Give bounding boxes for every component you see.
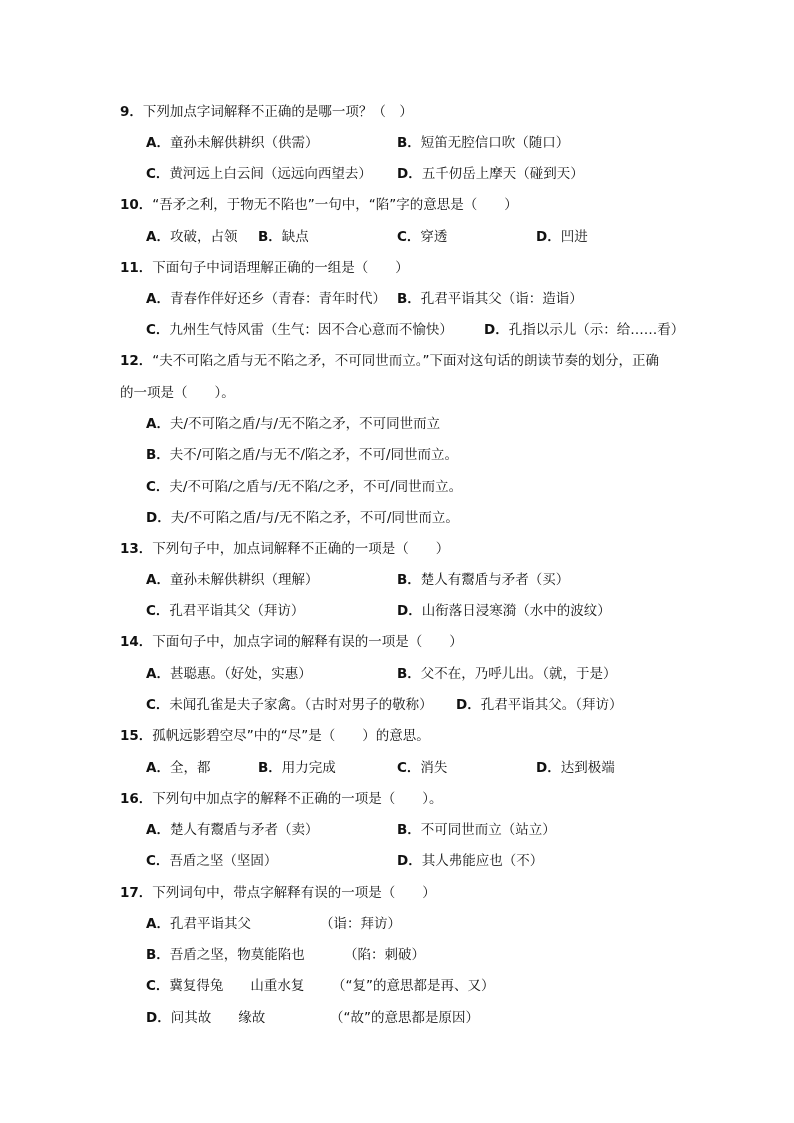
option-a-note: （诣：拜访） [320, 916, 401, 932]
option-c: C．九州生气恃风雷（生气：因不合心意而不愉快） [146, 322, 453, 338]
option-d: D．凹进 [536, 229, 588, 245]
option-c: C．消失 [397, 760, 448, 776]
option-a: A．楚人有鬻盾与矛者（卖） [146, 822, 319, 838]
question-number: 12． [120, 353, 153, 369]
option-b: B．不可同世而立（站立） [397, 822, 556, 838]
question-12 [120, 352, 659, 370]
question-stem: 下列句子中，加点词解释不正确的一项是（ ） [152, 541, 450, 557]
option-a: A．青春作伴好还乡（青春：青年时代） [146, 291, 386, 307]
question-number: 16． [120, 791, 153, 807]
option-a: A．夫/不可陷之盾/与/无不陷之矛，不可同世而立 [146, 416, 441, 432]
question-stem: 下列词句中，带点字解释有误的一项是（ ） [152, 885, 436, 901]
question-number: 9． [120, 104, 143, 120]
option-b: B．用力完成 [258, 760, 336, 776]
option-a: A．孔君平诣其父 [146, 916, 251, 932]
option-d: D．五千仞岳上摩天（碰到天） [397, 166, 584, 182]
option-c: C．未闻孔雀是夫子家禽。（古时对男子的敬称） [146, 697, 433, 713]
option-d: D．达到极端 [536, 760, 615, 776]
option-d: D．其人弗能应也（不） [397, 853, 544, 869]
option-d: D．夫/不可陷之盾/与/无不陷之矛，不可/同世而立。 [146, 510, 459, 526]
question-stem: 下面句子中，加点字词的解释有误的一项是（ ） [152, 634, 463, 650]
option-c: C．穿透 [397, 229, 448, 245]
option-d: D．问其故 缘故 [146, 1010, 266, 1026]
question-10 [120, 196, 518, 214]
question-stem: 下列加点字词解释不正确的是哪一项？（ ） [142, 104, 413, 120]
question-15 [120, 727, 430, 745]
question-number: 15． [120, 728, 153, 744]
question-stem: 下面句子中词语理解正确的一组是（ ） [152, 260, 409, 276]
option-b: B．父不在，乃呼儿出。（就，于是） [397, 666, 617, 682]
question-stem: “夫不可陷之盾与无不陷之矛，不可同世而立。”下面对这句话的朗读节奏的划分，正确 [152, 353, 660, 369]
option-a: A．甚聪惠。（好处，实惠） [146, 666, 312, 682]
option-c-note: （“复”的意思都是再、又） [332, 978, 495, 994]
option-b: B．孔君平诣其父（诣：造诣） [397, 291, 583, 307]
question-stem: “吾矛之利，于物无不陷也”一句中，“陷”字的意思是（ ） [152, 197, 518, 213]
question-13 [120, 540, 449, 558]
question-number: 17． [120, 885, 153, 901]
question-11 [120, 259, 409, 277]
option-c: C．黄河远上白云间（远远向西望去） [146, 166, 372, 182]
question-number: 13． [120, 541, 153, 557]
question-stem-continued: 的一项是（ ）。 [120, 385, 235, 401]
option-a: A．攻破，占领 [146, 229, 238, 245]
question-9 [120, 103, 413, 121]
question-14 [120, 633, 463, 651]
option-d: D．山衔落日浸寒漪（水中的波纹） [397, 603, 611, 619]
option-a: A．童孙未解供耕织（供需） [146, 135, 319, 151]
question-stem: 孤帆远影碧空尽”中的“尽”是（ ）的意思。 [152, 728, 430, 744]
option-b: B．短笛无腔信口吹（随口） [397, 135, 570, 151]
option-d: D．孔指以示儿（示：给……看） [484, 322, 685, 338]
question-stem: 下列句中加点字的解释不正确的一项是（ ）。 [152, 791, 443, 807]
question-number: 14． [120, 634, 153, 650]
option-c: C．冀复得兔 山重水复 [146, 978, 305, 994]
option-a: A．全，都 [146, 760, 211, 776]
option-b: B．吾盾之坚，物莫能陷也 [146, 947, 305, 963]
option-a: A．童孙未解供耕织（理解） [146, 572, 319, 588]
option-b: B．缺点 [258, 229, 309, 245]
option-b: B．夫不/可陷之盾/与无不/陷之矛，不可/同世而立。 [146, 447, 458, 463]
option-c: C．夫/不可陷/之盾与/无不陷/之矛，不可/同世而立。 [146, 479, 463, 495]
question-number: 11． [120, 260, 153, 276]
option-c: C．吾盾之坚（坚固） [146, 853, 278, 869]
option-b: B．楚人有鬻盾与矛者（买） [397, 572, 570, 588]
question-16 [120, 790, 443, 808]
option-d-note: （“故”的意思都是原因） [330, 1010, 479, 1026]
option-d: D．孔君平诣其父。（拜访） [456, 697, 623, 713]
option-b-note: （陷：刺破） [344, 947, 425, 963]
question-number: 10． [120, 197, 153, 213]
option-c: C．孔君平诣其父（拜访） [146, 603, 305, 619]
question-17 [120, 884, 436, 902]
